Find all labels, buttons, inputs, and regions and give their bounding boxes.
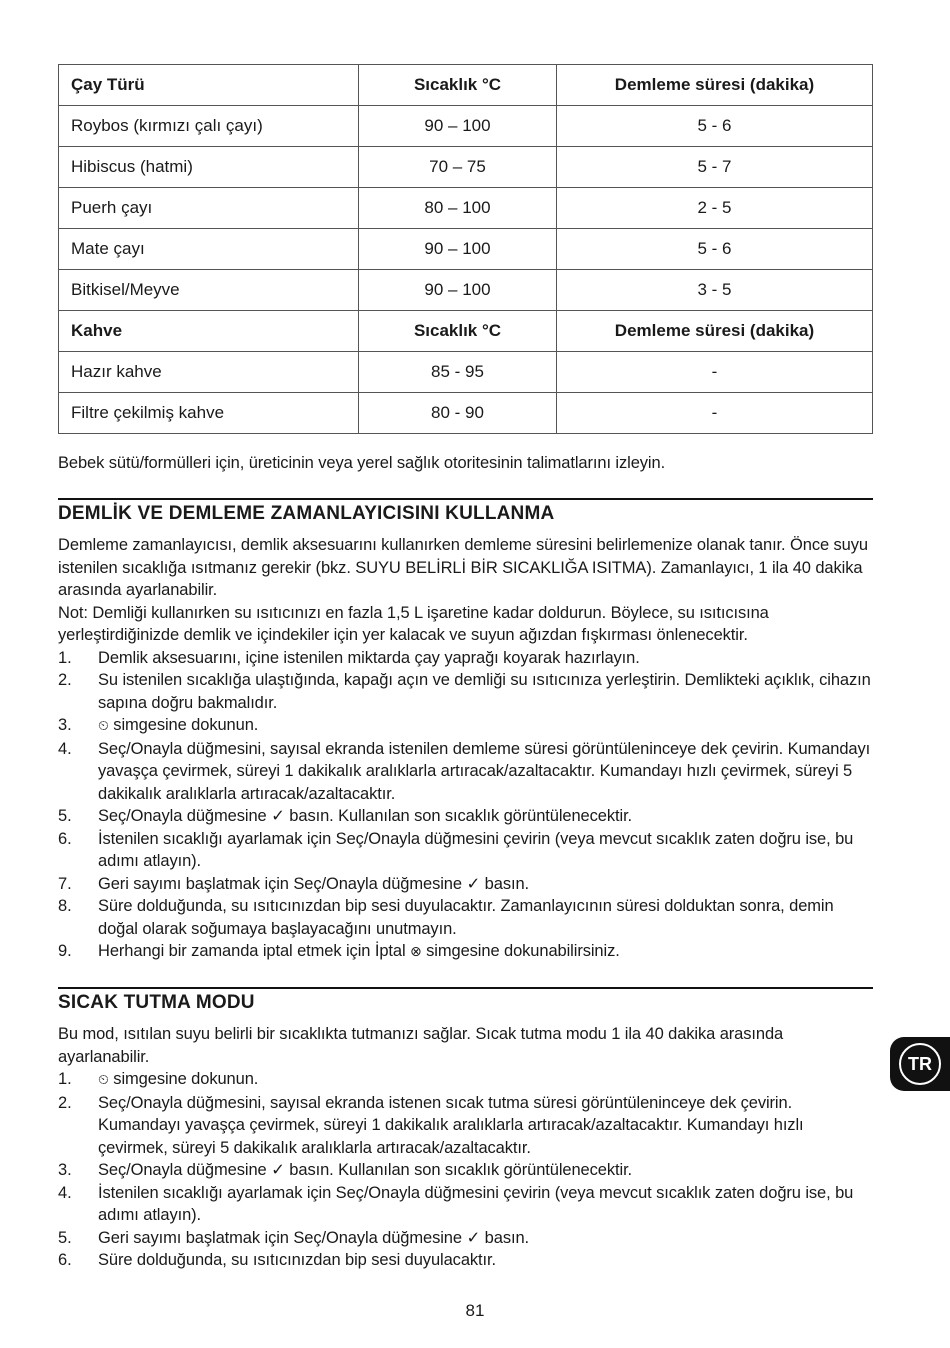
steps-list-keep-warm — [58, 1068, 874, 1272]
step-item — [58, 940, 874, 964]
step-number: 6. — [58, 1251, 72, 1269]
step-item — [58, 1159, 874, 1182]
step-item — [58, 714, 874, 738]
step-item — [58, 1227, 874, 1250]
step-text: Seç/Onayla düğmesini, sayısal ekranda istenen sıcak tutma süresi görüntüleninceye dek çevirin. Kumandayı yavaşça çevirmek, süreyi 1 dakikalık aralıklarla artıracak/azaltacaktır. Kumandayı hızlı çevirmek, süreyi 5 dakikalık aralıklarla artıracak/azaltacaktır. — [98, 1093, 804, 1157]
step-number: 3. — [58, 716, 72, 734]
table-cell: Puerh çayı — [59, 188, 359, 229]
step-text: basın. Kullanılan son sıcaklık görüntülenecektir. — [284, 807, 633, 825]
steps-list-infuser — [58, 647, 874, 964]
table-cell: Sıcaklık °C — [359, 65, 557, 106]
step-text: İstenilen sıcaklığı ayarlamak için Seç/Onayla düğmesini çevirin (veya mevcut sıcaklık zaten doğru ise, bu adımı atlayın). — [98, 829, 854, 870]
step-text: simgesine dokunabilirsiniz. — [421, 942, 620, 960]
table-cell: Sıcaklık °C — [359, 311, 557, 352]
step-text: basın. — [480, 1228, 530, 1247]
table-cell: Hazır kahve — [59, 352, 359, 393]
step-number: 5. — [58, 1228, 72, 1247]
step-text: simgesine dokunun. — [108, 716, 259, 734]
table-cell: Demleme süresi (dakika) — [557, 65, 873, 106]
step-item — [58, 873, 874, 896]
step-number: 4. — [58, 739, 72, 758]
step-number: 4. — [58, 1183, 72, 1202]
step-text: İstenilen sıcaklığı ayarlamak için Seç/Onayla düğmesini çevirin (veya mevcut sıcaklık zaten doğru ise, bu adımı atlayın). — [98, 1183, 854, 1224]
step-number: 1. — [58, 1070, 72, 1088]
note-paragraph: Not: Demliği kullanırken su ısıtıcınızı en fazla 1,5 L işaretine kadar doldurun. Böylece, su ısıtıcısına yerleştirdiğinizde demlik ve içindekiler için yer kalacak ve suyun ağızdan fışkırması önlenecektir. — [58, 603, 769, 644]
step-number: 7. — [58, 874, 72, 893]
step-item — [58, 805, 874, 828]
section-title-keep-warm: SICAK TUTMA MODU — [58, 992, 255, 1013]
table-cell: - — [557, 352, 873, 393]
step-text: Süre dolduğunda, su ısıtıcınızdan bip sesi duyulacaktır. — [98, 1251, 496, 1269]
step-text: simgesine dokunun. — [108, 1070, 259, 1088]
step-item — [58, 1092, 874, 1160]
table-cell: Filtre çekilmiş kahve — [59, 393, 359, 434]
step-text: Seç/Onayla düğmesine — [98, 807, 272, 825]
step-item — [58, 1182, 874, 1227]
step-item — [58, 828, 874, 873]
section-body-keep-warm — [58, 1023, 874, 1272]
step-text: Herhangi bir zamanda iptal etmek için İptal — [98, 942, 411, 960]
table-cell: 70 – 75 — [359, 147, 557, 188]
step-text: Seç/Onayla düğmesine — [98, 1161, 272, 1179]
step-number: 8. — [58, 897, 72, 915]
table-cell: 80 - 90 — [359, 393, 557, 434]
table-header-row — [59, 65, 873, 106]
intro-paragraph: Bu mod, ısıtılan suyu belirli bir sıcaklıkta tutmanızı sağlar. Sıcak tutma modu 1 ila 40 dakika arasında ayarlanabilir. — [58, 1025, 784, 1066]
table-row — [59, 352, 873, 393]
step-number: 6. — [58, 829, 72, 848]
language-badge — [890, 1037, 950, 1091]
step-text: Seç/Onayla düğmesini, sayısal ekranda istenilen demleme süresi görüntüleninceye dek çevirin. Kumandayı yavaşça çevirmek, süreyi 1 dakikalık aralıklarla artıracak/azaltacaktır. Kumandayı hızlı çevirmek, süreyi 5 dakikalık aralıklarla artıracak/azaltacaktır. — [98, 739, 871, 803]
step-text: basın. Kullanılan son sıcaklık görüntülenecektir. — [284, 1161, 633, 1179]
table-header-row — [59, 311, 873, 352]
check-icon: ✓ — [466, 1227, 481, 1247]
step-item — [58, 669, 874, 714]
table-cell: Kahve — [59, 311, 359, 352]
table-cell: Roybos (kırmızı çalı çayı) — [59, 106, 359, 147]
language-code: TR — [899, 1043, 941, 1085]
table-row — [59, 270, 873, 311]
table-cell: Demleme süresi (dakika) — [557, 311, 873, 352]
check-icon: ✓ — [271, 1160, 285, 1179]
table-cell: Çay Türü — [59, 65, 359, 106]
section-title-infuser: DEMLİK VE DEMLEME ZAMANLAYICISINI KULLANMA — [58, 503, 555, 524]
step-number: 2. — [58, 1093, 72, 1112]
step-number: 2. — [58, 671, 72, 689]
table-cell: 80 – 100 — [359, 188, 557, 229]
step-number: 5. — [58, 807, 72, 825]
section-divider — [58, 987, 873, 989]
check-icon: ✓ — [271, 806, 285, 825]
table-cell: 2 - 5 — [557, 188, 873, 229]
table-cell: 5 - 6 — [557, 106, 873, 147]
step-number: 9. — [58, 942, 72, 960]
step-item — [58, 647, 874, 670]
table-cell: Hibiscus (hatmi) — [59, 147, 359, 188]
table-row — [59, 106, 873, 147]
step-text: Demlik aksesuarını, içine istenilen miktarda çay yaprağı koyarak hazırlayın. — [98, 648, 640, 667]
table-cell: 3 - 5 — [557, 270, 873, 311]
step-text: Süre dolduğunda, su ısıtıcınızdan bip sesi duyulacaktır. Zamanlayıcının süresi dolduktan sonra, demin doğal olarak soğumaya başlayacağını unutmayın. — [98, 897, 834, 938]
step-number: 3. — [58, 1161, 72, 1179]
table-row — [59, 229, 873, 270]
intro-paragraph: Demleme zamanlayıcısı, demlik aksesuarını kullanırken demleme süresini belirlemenize olanak tanır. Önce suyu istenilen sıcaklığa ısıtmanız gerekir (bkz. SUYU BELİRLİ BİR SICAKLIĞA ISITMA). Zamanlayıcı, 1 ila 40 dakika arasında ayarlanabilir. — [58, 536, 868, 599]
table-cell: 5 - 7 — [557, 147, 873, 188]
check-icon: ✓ — [466, 873, 481, 893]
table-cell: 90 – 100 — [359, 270, 557, 311]
table-cell: 5 - 6 — [557, 229, 873, 270]
step-number: 1. — [58, 648, 72, 667]
table-cell: Mate çayı — [59, 229, 359, 270]
baby-milk-note: Bebek sütü/formülleri için, üreticinin veya yerel sağlık otoritesinin talimatlarını izleyin. — [58, 454, 666, 472]
timer-icon: ⏲ — [98, 1072, 109, 1088]
table-row — [59, 393, 873, 434]
cancel-icon: ⊗ — [410, 944, 422, 960]
table-cell: Bitkisel/Meyve — [59, 270, 359, 311]
table-cell: 85 - 95 — [359, 352, 557, 393]
step-item — [58, 895, 874, 940]
step-text: basın. — [480, 874, 530, 893]
table-row — [59, 188, 873, 229]
table-row — [59, 147, 873, 188]
timer-icon: ⏲ — [98, 718, 109, 734]
step-item — [58, 1068, 874, 1092]
section-divider — [58, 498, 873, 500]
step-item — [58, 738, 874, 806]
table-cell: - — [557, 393, 873, 434]
tea-coffee-table — [58, 64, 873, 434]
step-item — [58, 1249, 874, 1272]
section-body-infuser — [58, 534, 874, 964]
step-text: Geri sayımı başlatmak için Seç/Onayla düğmesine — [98, 1228, 467, 1247]
step-text: Su istenilen sıcaklığa ulaştığında, kapağı açın ve demliği su ısıtıcınıza yerleştirin. Demlikteki açıklık, cihazın sapına doğru bakmalıdır. — [98, 671, 871, 712]
page-number: 81 — [465, 1301, 485, 1320]
table-cell: 90 – 100 — [359, 106, 557, 147]
step-text: Geri sayımı başlatmak için Seç/Onayla düğmesine — [98, 874, 467, 893]
table-cell: 90 – 100 — [359, 229, 557, 270]
